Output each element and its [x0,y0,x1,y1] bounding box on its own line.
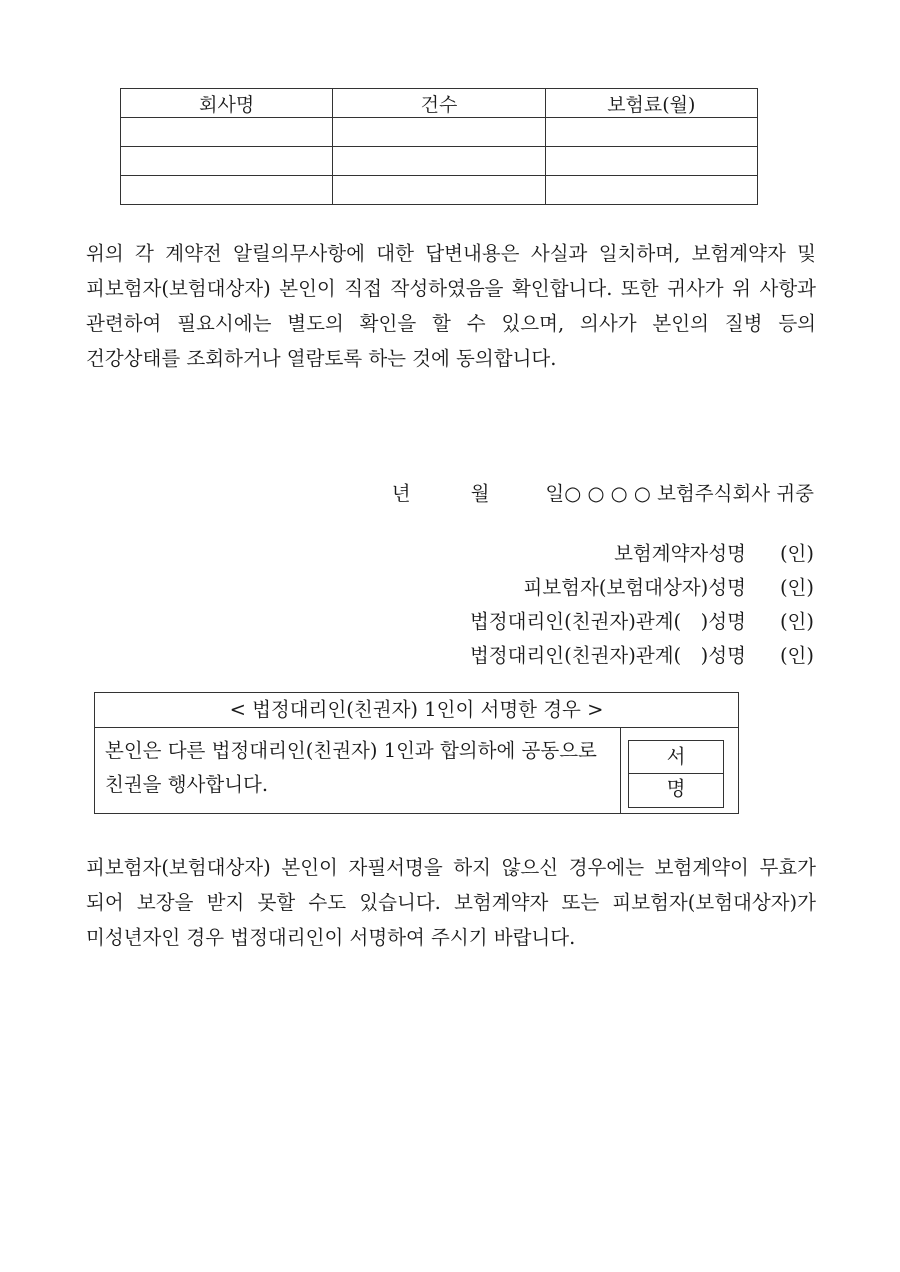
seal-mark[interactable]: (인) [779,644,814,667]
single-guardian-title: < 법정대리인(친권자) 1인이 서명한 경우 > [95,693,738,728]
table-cell[interactable] [121,118,333,147]
seal-mark[interactable]: (인) [779,576,814,599]
date-day: 일 [545,482,565,505]
table-cell[interactable] [333,147,545,176]
table-row [121,147,758,176]
signature-row-guardian-1 [424,606,814,634]
signature-box-label: 서 명 [629,741,723,774]
insurer-addressee: ○ ○ ○ ○ 보험주식회사 귀중 [564,482,814,505]
column-header-premium: 보험료(월) [545,89,757,118]
single-guardian-statement: 본인은 다른 법정대리인(친권자) 1인과 합의하에 공동으로 친권을 행사합니다. [95,728,621,814]
signature-label: 피보험자(보험대상자)성명 [523,576,746,599]
table-cell[interactable] [121,147,333,176]
date-line [392,478,814,506]
signature-box [628,740,724,808]
signature-row-guardian-2 [424,640,814,668]
notice-paragraph: 피보험자(보험대상자) 본인이 자필서명을 하지 않으신 경우에는 보험계약이 무효가 되어 보장을 받지 못할 수도 있습니다. 보험계약자 또는 피보험자(보험대상자)가 미성년자인 경우 법정대리인이 서명하여 주시기 바랍니다. [86,856,816,949]
column-header-company: 회사명 [121,89,333,118]
signature-row-policyholder [424,538,814,566]
table-header-row [121,89,758,118]
date-month: 월 [470,482,490,505]
signature-label: 법정대리인(친권자)관계( )성명 [469,610,746,633]
table-row [121,118,758,147]
consent-paragraph: 위의 각 계약전 알릴의무사항에 대한 답변내용은 사실과 일치하며, 보험계약자 및 피보험자(보험대상자) 본인이 직접 작성하였음을 확인합니다. 또한 귀사가 위 사항과 관련하여 필요시에는 별도의 확인을 할 수 있으며, 의사가 본인의 질병 등의 건강상태를 조회하거나 열람토록 하는 것에 동의합니다. [86,242,816,370]
table-cell[interactable] [545,176,757,205]
single-guardian-box [94,692,739,814]
date-year: 년 [391,482,411,505]
table-cell[interactable] [333,118,545,147]
signature-row-insured [424,572,814,600]
table-cell[interactable] [545,147,757,176]
contracts-table [120,88,758,205]
signature-label: 보험계약자성명 [614,542,746,565]
column-header-count: 건수 [333,89,545,118]
table-cell[interactable] [121,176,333,205]
signature-label: 법정대리인(친권자)관계( )성명 [469,644,746,667]
seal-mark[interactable]: (인) [779,610,814,633]
table-cell[interactable] [545,118,757,147]
seal-mark[interactable]: (인) [779,542,814,565]
table-cell[interactable] [333,176,545,205]
table-row [121,176,758,205]
